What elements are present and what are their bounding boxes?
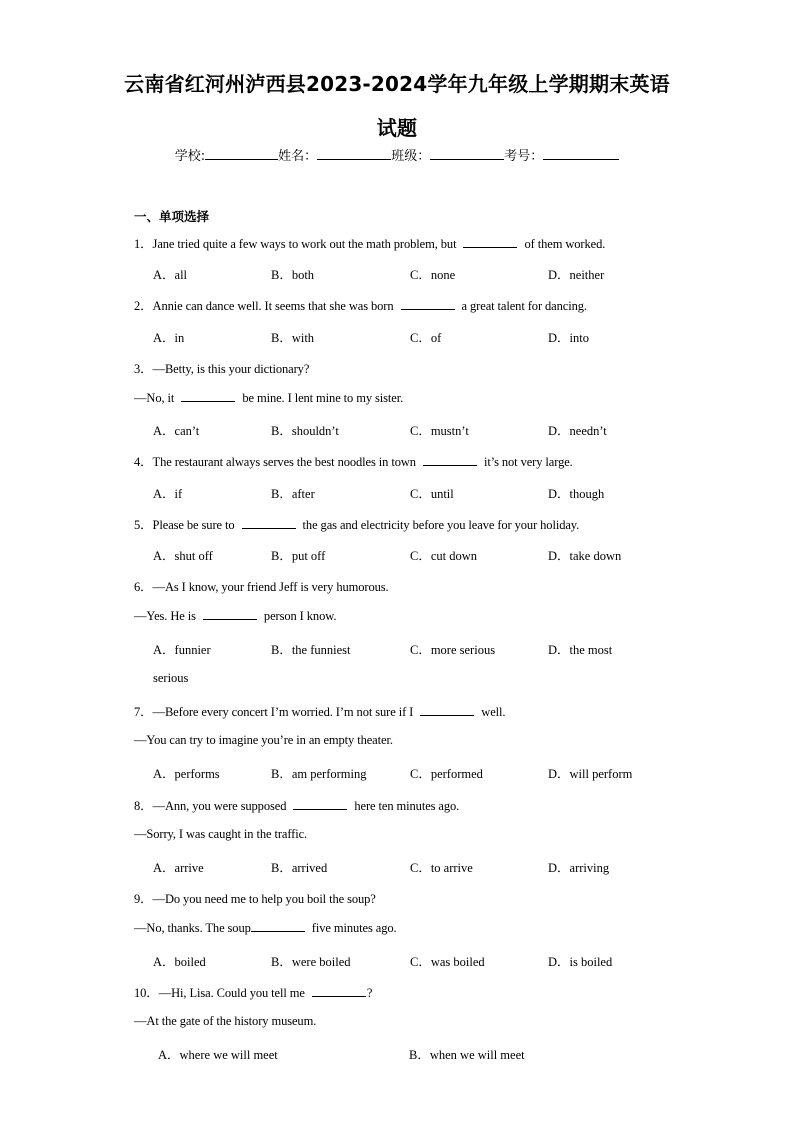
q4-option-c[interactable]: C．until (410, 487, 454, 501)
q1-option-d[interactable]: D．neither (548, 268, 605, 282)
answer-blank (181, 390, 235, 402)
q4-option-a[interactable]: A．if (153, 487, 183, 501)
class-blank[interactable] (430, 146, 504, 160)
exam-title-line-2: 试题 (376, 116, 418, 140)
question-8-reply: —Sorry, I was caught in the traffic. (134, 827, 308, 841)
question-9-stem: 9．—Do you need me to help you boil the soup? (134, 892, 376, 906)
question-7-stem: 7．—Before every concert I’m worried. I’m not sure if I well. (134, 705, 506, 719)
question-8-stem: 8．—Ann, you were supposed here ten minutes ago. (134, 799, 460, 813)
q8-option-c[interactable]: C．to arrive (410, 861, 473, 875)
q10-option-b[interactable]: B．when we will meet (409, 1048, 525, 1062)
answer-blank (251, 920, 305, 932)
q8-option-b[interactable]: B．arrived (271, 861, 328, 875)
q3-option-c[interactable]: C．mustn’t (410, 424, 469, 438)
q9-option-a[interactable]: A．boiled (153, 955, 206, 969)
q7-option-a[interactable]: A．performs (153, 767, 220, 781)
question-6-stem: 6．—As I know, your friend Jeff is very humorous. (134, 580, 389, 594)
exam-number-label: 考号： (504, 149, 544, 164)
q7-option-d[interactable]: D．will perform (548, 767, 633, 781)
q9-option-d[interactable]: D．is boiled (548, 955, 613, 969)
q6-option-d-wrap: serious (153, 671, 189, 685)
question-5-stem: 5．Please be sure to the gas and electricity before you leave for your holiday. (134, 518, 580, 532)
question-3-reply: —No, it be mine. I lent mine to my sister. (134, 391, 404, 405)
student-info-line (0, 145, 794, 164)
q5-option-b[interactable]: B．put off (271, 549, 326, 563)
question-9-reply: —No, thanks. The soup five minutes ago. (134, 921, 397, 935)
name-blank[interactable] (317, 146, 391, 160)
q3-option-a[interactable]: A．can’t (153, 424, 200, 438)
school-blank[interactable] (205, 146, 278, 160)
q7-option-c[interactable]: C．performed (410, 767, 483, 781)
answer-blank (312, 985, 366, 997)
answer-blank (423, 454, 477, 466)
answer-blank (203, 608, 257, 620)
question-2-stem: 2．Annie can dance well. It seems that she was born a great talent for dancing. (134, 299, 587, 313)
class-label: 班级： (391, 149, 431, 164)
q2-option-d[interactable]: D．into (548, 331, 589, 345)
q5-option-c[interactable]: C．cut down (410, 549, 478, 563)
q6-option-c[interactable]: C．more serious (410, 643, 496, 657)
q5-option-d[interactable]: D．take down (548, 549, 622, 563)
school-label: 学校: (174, 149, 206, 164)
q2-option-a[interactable]: A．in (153, 331, 185, 345)
name-label: 姓名： (278, 149, 318, 164)
question-3-stem: 3．—Betty, is this your dictionary? (134, 362, 310, 376)
section-title: 一、单项选择 (134, 209, 210, 224)
q3-option-b[interactable]: B．shouldn’t (271, 424, 339, 438)
answer-blank (401, 298, 455, 310)
q9-option-b[interactable]: B．were boiled (271, 955, 351, 969)
question-10-reply: —At the gate of the history museum. (134, 1014, 317, 1028)
question-7-reply: —You can try to imagine you’re in an empty theater. (134, 733, 393, 747)
q9-option-c[interactable]: C．was boiled (410, 955, 485, 969)
q4-option-b[interactable]: B．after (271, 487, 315, 501)
question-1-stem: 1．Jane tried quite a few ways to work out the math problem, but of them worked. (134, 237, 606, 251)
q8-option-d[interactable]: D．arriving (548, 861, 610, 875)
q10-option-a[interactable]: A．where we will meet (158, 1048, 278, 1062)
question-4-stem: 4．The restaurant always serves the best noodles in town it’s not very large. (134, 455, 573, 469)
q6-option-d[interactable]: D．the most (548, 643, 613, 657)
q2-option-b[interactable]: B．with (271, 331, 315, 345)
q4-option-d[interactable]: D．though (548, 487, 605, 501)
answer-blank (293, 798, 347, 810)
exam-title-line-1: 云南省红河州泸西县2023-2024学年九年级上学期期末英语 (124, 72, 670, 96)
q6-option-b[interactable]: B．the funniest (271, 643, 351, 657)
q6-option-a[interactable]: A．funnier (153, 643, 211, 657)
answer-blank (242, 517, 296, 529)
question-6-reply: —Yes. He is person I know. (134, 609, 337, 623)
q1-option-c[interactable]: C．none (410, 268, 456, 282)
q8-option-a[interactable]: A．arrive (153, 861, 204, 875)
q7-option-b[interactable]: B．am performing (271, 767, 367, 781)
q5-option-a[interactable]: A．shut off (153, 549, 213, 563)
answer-blank (463, 236, 517, 248)
exam-number-blank[interactable] (543, 146, 619, 160)
q3-option-d[interactable]: D．needn’t (548, 424, 607, 438)
q1-option-a[interactable]: A．all (153, 268, 188, 282)
q2-option-c[interactable]: C．of (410, 331, 442, 345)
q1-option-b[interactable]: B．both (271, 268, 315, 282)
question-10-stem: 10．—Hi, Lisa. Could you tell me ? (134, 986, 373, 1000)
answer-blank (420, 704, 474, 716)
